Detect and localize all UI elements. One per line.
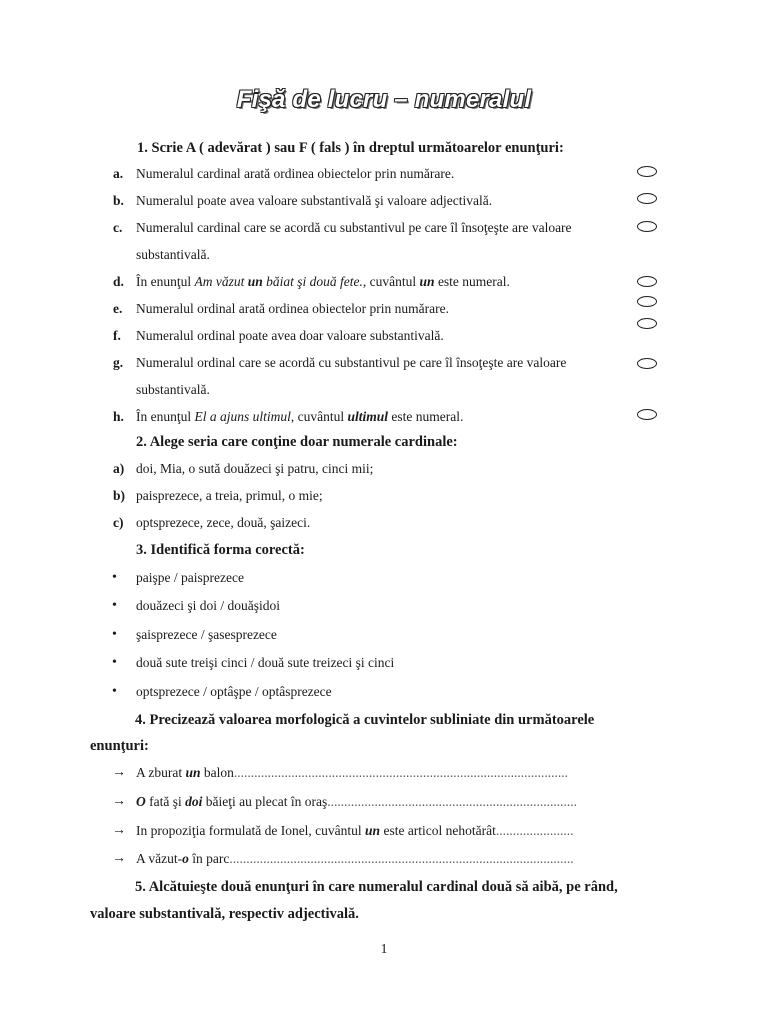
ex1-item-h-ital: El a ajuns ultimul (194, 409, 291, 424)
ex3-bullet-3: • (112, 627, 117, 642)
ex2-item-a-label: a) (113, 461, 125, 476)
ex1-item-g-text-cont: substantivală. (136, 382, 210, 397)
ex3-item-1: paişpe / paisprezece (136, 570, 244, 585)
ex1-item-h-pre: În enunţul (136, 409, 195, 424)
ex1-item-d-label: d. (113, 274, 124, 289)
ex1-heading (137, 140, 564, 157)
ex1-item-d-word: un (247, 274, 263, 289)
ex1-item-d-text (136, 274, 510, 290)
ex1-heading-number: 1 (137, 140, 145, 156)
ex4-item-2 (136, 794, 577, 810)
ex1-item-g-label: g. (113, 355, 124, 370)
ex4-item-3 (136, 823, 574, 839)
answer-oval-g[interactable] (637, 358, 657, 369)
ex4-item-3-pre: In propoziţia formulată de Ionel, cuvântul (136, 823, 366, 838)
ex1-item-g-text: Numeralul ordinal care se acordă cu substantivul pe care îl însoţeşte are valoare (136, 355, 567, 370)
ex4-item-3-answer-line[interactable]: ....................... (495, 823, 574, 838)
worksheet-title: Fişă de lucru – numeralul (236, 86, 532, 113)
ex2-item-a-text: doi, Mia, o sută douăzeci şi patru, cinci mii; (136, 461, 374, 476)
answer-oval-d[interactable] (637, 276, 657, 287)
ex1-item-c-text-cont: substantivală. (136, 247, 210, 262)
ex3-heading: 3. Identifică forma corectă: (136, 542, 305, 558)
answer-oval-b[interactable] (637, 193, 657, 204)
ex1-item-f-label: f. (113, 328, 121, 343)
ex4-arrow-3: → (112, 823, 126, 838)
ex1-item-c-text: Numeralul cardinal care se acordă cu substantivul pe care îl însoţeşte are valoare (136, 220, 572, 235)
ex1-item-h-text (136, 409, 463, 425)
ex4-item-2-word: O (136, 794, 146, 809)
ex4-item-2-post: fată şi (145, 794, 186, 809)
ex4-item-1-answer-line[interactable]: ................................................................................................... (233, 765, 569, 780)
ex4-heading: 4. Precizează valoarea morfologică a cuvintelor subliniate din următoarele (135, 712, 595, 728)
answer-oval-c[interactable] (637, 221, 657, 232)
ex4-item-3-post: este articol nehotărât (380, 823, 496, 838)
ex1-item-d-ital2: băiat şi două fete. (262, 274, 363, 289)
ex4-item-4 (136, 851, 574, 867)
ex4-heading-cont: enunţuri: (90, 738, 149, 754)
ex4-item-1 (136, 765, 568, 781)
ex4-item-4-pre: A văzut- (136, 851, 183, 866)
ex1-item-b-text: Numeralul poate avea valoare substantivală şi valoare adjectivală. (136, 193, 493, 208)
ex3-bullet-1: • (112, 570, 117, 585)
ex1-item-f-text: Numeralul ordinal poate avea doar valoare substantivală. (136, 328, 444, 343)
ex1-item-a-label: a. (113, 166, 124, 181)
ex4-arrow-1: → (112, 765, 126, 780)
ex2-item-b-label: b) (113, 488, 126, 503)
ex4-arrow-4: → (112, 851, 126, 866)
ex3-item-5: optsprezece / optâşpe / optâsprezece (136, 684, 332, 699)
ex2-heading: 2. Alege seria care conţine doar numerale cardinale: (136, 434, 458, 450)
ex3-item-4: două sute treişi cinci / două sute treizeci şi cinci (136, 655, 395, 670)
ex4-item-1-word: un (185, 765, 201, 780)
ex3-bullet-5: • (112, 684, 117, 699)
ex4-item-4-answer-line[interactable]: ...................................................................................................... (229, 851, 574, 866)
ex4-item-2-word2: doi (185, 794, 203, 809)
ex4-item-4-post: în parc (188, 851, 230, 866)
answer-oval-e[interactable] (637, 296, 657, 307)
ex1-item-d-pre: În enunţul (136, 274, 195, 289)
answer-oval-h[interactable] (637, 409, 657, 420)
ex5-heading-cont: valoare substantivală, respectiv adjectivală. (90, 906, 359, 922)
ex1-item-b-label: b. (113, 193, 124, 208)
ex5-heading: 5. Alcătuieşte două enunţuri în care numeralul cardinal două să aibă, pe rând, (135, 879, 618, 895)
ex1-item-d-post: , cuvântul (362, 274, 420, 289)
ex2-item-b-text: paisprezece, a treia, primul, o mie; (136, 488, 323, 503)
ex4-item-4-word: o (182, 851, 189, 866)
ex4-arrow-2: → (112, 794, 126, 809)
ex2-item-c-label: c) (113, 515, 124, 530)
ex1-item-h-word: ultimul (347, 409, 389, 424)
ex1-item-d-ital: Am văzut (194, 274, 248, 289)
ex3-item-2: douăzeci şi doi / douăşidoi (136, 598, 280, 613)
page-number: 1 (380, 942, 388, 957)
ex1-item-a-text: Numeralul cardinal arată ordinea obiectelor prin numărare. (136, 166, 455, 181)
ex4-item-2-answer-line[interactable]: .......................................................................... (327, 794, 577, 809)
ex1-item-d-post2: este numeral. (434, 274, 510, 289)
ex1-item-c-label: c. (113, 220, 123, 235)
ex1-item-h-post: , cuvântul (290, 409, 348, 424)
ex1-item-e-label: e. (113, 301, 123, 316)
ex1-heading-text: . Scrie A ( adevărat ) sau F ( fals ) în dreptul următoarelor enunţuri: (144, 140, 564, 156)
ex2-item-c-text: optsprezece, zece, două, şaizeci. (136, 515, 311, 530)
ex1-item-e-text: Numeralul ordinal arată ordinea obiectelor prin numărare. (136, 301, 449, 316)
answer-oval-f[interactable] (637, 318, 657, 329)
ex4-item-1-post: balon (200, 765, 234, 780)
ex4-item-3-word: un (365, 823, 381, 838)
ex3-bullet-4: • (112, 655, 117, 670)
answer-oval-a[interactable] (637, 166, 657, 177)
ex3-bullet-2: • (112, 598, 117, 613)
ex1-item-h-label: h. (113, 409, 124, 424)
ex3-item-3: şaisprezece / şasesprezece (136, 627, 277, 642)
ex4-item-2-post2: băieţi au plecat în oraş (202, 794, 328, 809)
ex1-item-h-post2: este numeral. (388, 409, 464, 424)
ex4-item-1-pre: A zburat (136, 765, 186, 780)
ex1-item-d-word2: un (419, 274, 435, 289)
